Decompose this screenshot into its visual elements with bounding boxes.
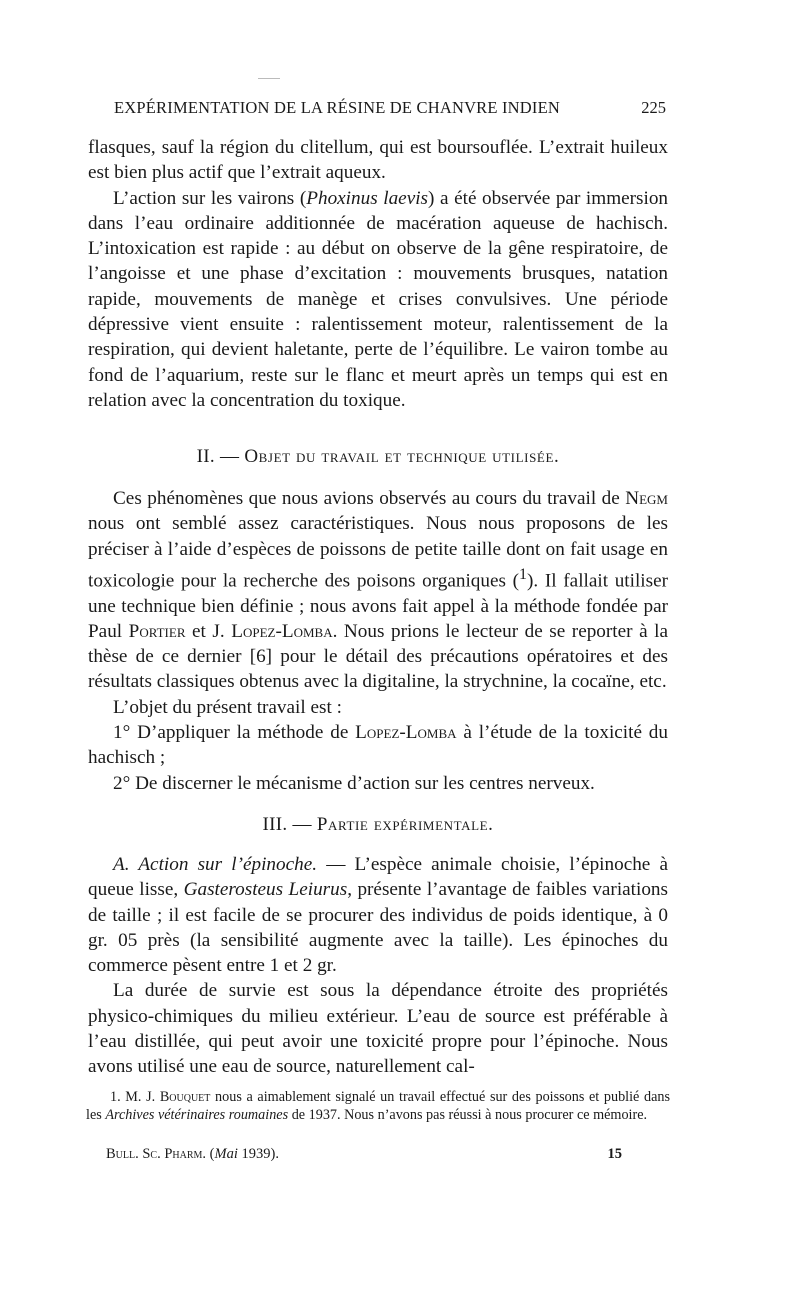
text-run: — L’espèce animale choisie, l’épinoche à queue lisse, bbox=[88, 854, 668, 901]
paragraph: flasques, sauf la région du clitellum, qui est boursouflée. L’extrait huileux est bien plus actif que l’extrait aqueux. bbox=[88, 137, 668, 184]
section-heading-2 bbox=[88, 446, 668, 468]
text-run: Bull. Sc. Pharm. bbox=[106, 1146, 207, 1162]
text-run: , présente l’avantage de faibles variations de taille ; il est facile de se procurer des individus de poids identique, à 0 gr. 05 près (la sensibilité augmente avec la taille). Les épinoches du commerce pèsent entre 1 et 2 gr. bbox=[88, 879, 668, 977]
text-run: 1° D’appliquer la méthode de bbox=[113, 722, 356, 744]
paragraph bbox=[88, 720, 668, 771]
footnote-ref: 1 bbox=[519, 565, 528, 583]
text-run: nous ont semblé assez caractéristiques. Nous nous proposons de les préciser à l’aide d’espèces de poissons de petite taille dont on fait usage en toxicologie pour la recherche des poisons organiques ( bbox=[88, 513, 668, 592]
running-header bbox=[114, 98, 666, 126]
species-name: Phoxinus laevis bbox=[306, 187, 429, 209]
section-title: Objet du travail et technique utilisée. bbox=[244, 446, 560, 467]
paragraph bbox=[88, 486, 668, 695]
section-2-text bbox=[88, 486, 668, 796]
section-title: Partie expérimentale. bbox=[316, 814, 494, 835]
printer-mark bbox=[258, 78, 280, 79]
text-run: et J. bbox=[185, 620, 232, 642]
species-name: Gasterosteus Leiurus bbox=[183, 879, 348, 901]
text-run: ) a été observée par immersion dans l’eau ordinaire additionnée de macération aqueuse de hachisch. L’intoxication est rapide : au début on observe de la gêne respiratoire, de l’angoisse et une phase d’excitation : mouvements brusques, natation rapide, mouvements de manège et crises convulsives. Une période dépressive vient ensuite : ralentissement moteur, ralentissement de la respiration, qui devient haletante, perte de l’équilibre. Le vairon tombe au fond de l’aquarium, reste sur le flanc et meurt après un temps qui est en relation avec la concentration du toxique. bbox=[88, 187, 669, 411]
page-footer bbox=[106, 1146, 622, 1168]
page-number: 225 bbox=[641, 98, 666, 117]
footnote bbox=[86, 1088, 670, 1125]
text-run: Ces phénomènes que nous avions observés au cours du travail de bbox=[113, 488, 626, 509]
paragraph: La durée de survie est sous la dépendance étroite des propriétés physico-chimiques du milieu extérieur. L’eau de source est préférable à l’eau distillée, qui peut avoir une toxicité propre pour l’épinoche. Nous avons utilisé une eau de source, naturellement cal- bbox=[88, 980, 668, 1078]
author-name: Lopez-Lomba bbox=[355, 722, 457, 744]
section-number: II. — bbox=[196, 446, 245, 467]
section-3-text bbox=[88, 852, 668, 1080]
paragraph bbox=[88, 186, 668, 414]
section-heading-3 bbox=[88, 814, 668, 836]
text-run: . Nous prions le lecteur de se reporter à la thèse de ce dernier [6] pour le détail des précautions opératoires et des résultats classiques obtenus avec la digitaline, la strychnine, la cocaïne, etc. bbox=[88, 620, 668, 693]
journal-name: Archives vétérinaires roumaines bbox=[105, 1107, 289, 1124]
intro-text bbox=[88, 135, 668, 413]
text-run: nous a aimablement signalé un travail effectué sur des poissons et publié dans les bbox=[86, 1089, 670, 1124]
author-name: Lopez-Lomba bbox=[231, 620, 333, 642]
text-run: L’action sur les vairons ( bbox=[113, 187, 307, 209]
author-name: Portier bbox=[128, 620, 186, 642]
paragraph: L’objet du présent travail est : bbox=[113, 696, 342, 718]
text-run: 1. M. J. bbox=[110, 1089, 160, 1105]
text-run: Mai bbox=[214, 1146, 238, 1162]
running-title: EXPÉRIMENTATION DE LA RÉSINE DE CHANVRE INDIEN bbox=[114, 98, 561, 117]
footnote-text bbox=[86, 1088, 670, 1125]
signature-mark: 15 bbox=[607, 1146, 622, 1162]
text-run: ( bbox=[206, 1146, 215, 1162]
paragraph bbox=[88, 852, 668, 978]
text-run: à l’étude de la toxicité du hachisch ; bbox=[88, 722, 668, 769]
paragraph: 2° De discerner le mécanisme d’action sur les centres nerveux. bbox=[113, 772, 595, 794]
text-run: ). Il fallait utiliser une technique bien définie ; nous avons fait appel à la méthode fondée par Paul bbox=[88, 570, 669, 642]
text-run: 1939). bbox=[237, 1146, 279, 1162]
subsection-label: A. Action sur l’épinoche. bbox=[113, 854, 318, 875]
text-run: de 1937. Nous n’avons pas réussi à nous procurer ce mémoire. bbox=[288, 1107, 648, 1124]
section-number: III. — bbox=[262, 814, 317, 835]
author-name: Bouquet bbox=[159, 1089, 211, 1105]
author-name: Negm bbox=[625, 488, 668, 509]
journal-citation bbox=[106, 1146, 279, 1163]
